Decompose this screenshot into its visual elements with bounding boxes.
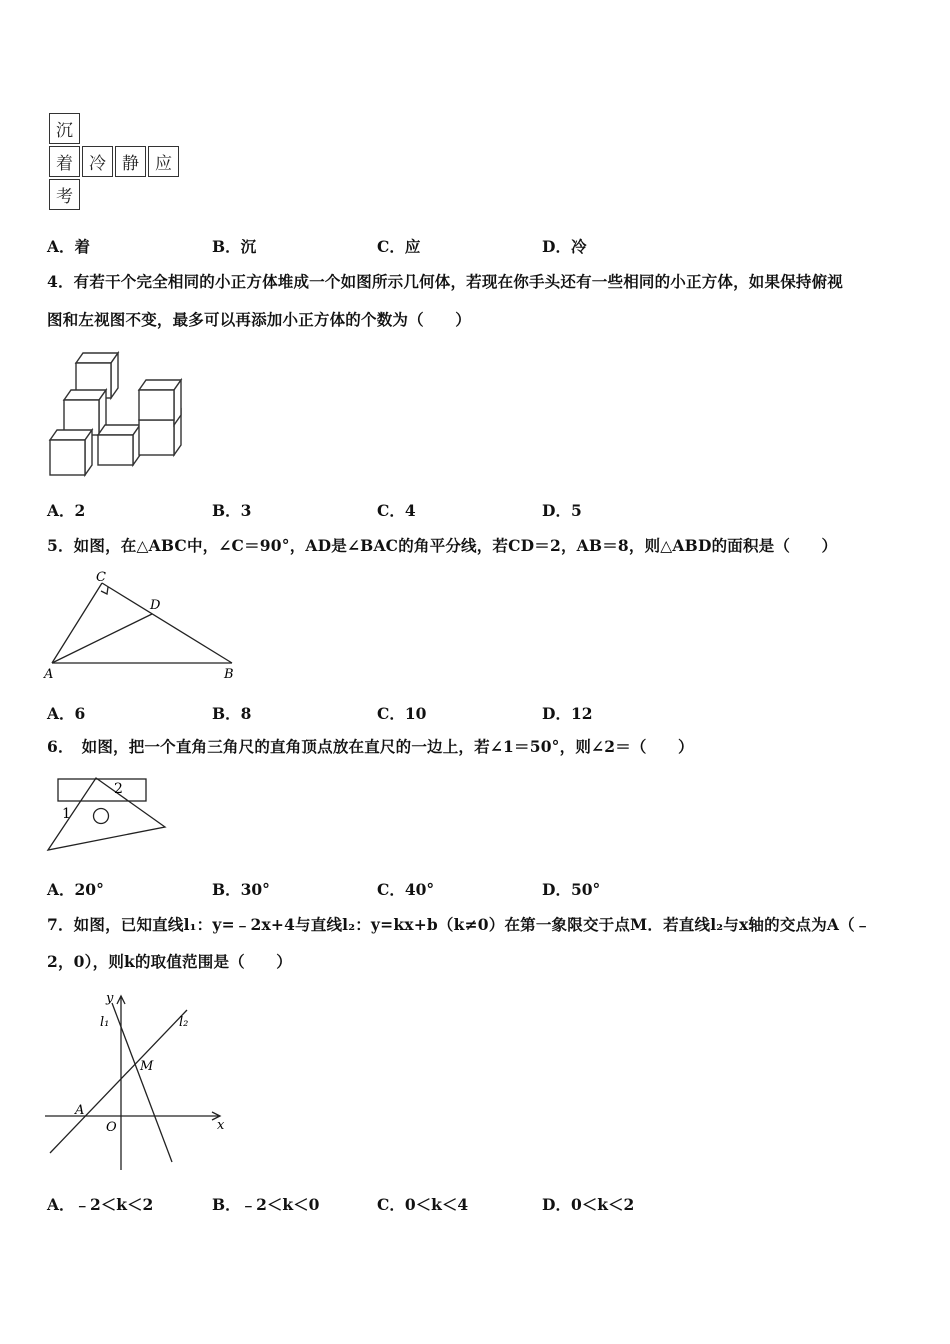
net-cell-4: 静 <box>115 146 146 177</box>
q4-option-c: C．4 <box>377 501 416 520</box>
q7-label-a: A <box>75 1103 85 1118</box>
q7-stem-line2: 2，0），则k的取值范围是（ ） <box>47 952 292 971</box>
q3-option-b: B．沉 <box>212 237 257 256</box>
q7-option-b: B．﹣2＜k＜0 <box>212 1195 320 1214</box>
q5-label-c: C <box>96 570 106 585</box>
q7-label-l1: l₁ <box>100 1015 110 1030</box>
q5-label-b: B <box>224 667 234 682</box>
q6-option-b: B．30° <box>212 880 270 899</box>
net-cell-2: 着 <box>49 146 80 177</box>
q7-coordinate-figure <box>42 988 242 1173</box>
q6-option-c: C．40° <box>377 880 435 899</box>
q6-option-d: D．50° <box>542 880 601 899</box>
q5-label-d: D <box>150 598 161 613</box>
q5-option-c: C．10 <box>377 704 427 723</box>
q6-option-a: A．20° <box>47 880 104 899</box>
q3-option-c: C．应 <box>377 237 421 256</box>
q3-option-a: A．着 <box>47 237 91 256</box>
net-cell-6: 考 <box>49 179 80 210</box>
q4-option-d: D．5 <box>542 501 582 520</box>
net-cell-3: 冷 <box>82 146 113 177</box>
q6-label-angle2: 2 <box>114 781 123 797</box>
q6-ruler-triangle-figure <box>44 774 174 854</box>
q5-stem: 5．如图，在△ABC中，∠C＝90°，AD是∠BAC的角平分线，若CD＝2，AB＝8，则△ABD的面积是（ ） <box>47 536 838 555</box>
q7-option-c: C．0＜k＜4 <box>377 1195 469 1214</box>
q5-option-d: D．12 <box>542 704 593 723</box>
q5-label-a: A <box>44 667 54 682</box>
q5-option-a: A．6 <box>47 704 86 723</box>
q6-label-angle1: 1 <box>62 806 71 822</box>
net-cell-1: 沉 <box>49 113 80 144</box>
q7-label-x: x <box>217 1118 225 1133</box>
q7-option-d: D．0＜k＜2 <box>542 1195 635 1214</box>
q4-option-a: A．2 <box>47 501 86 520</box>
q7-label-l2: l₂ <box>179 1015 189 1030</box>
q7-stem-line1: 7．如图，已知直线l₁：y=﹣2x+4与直线l₂：y=kx+b（k≠0）在第一象限交于点M．若直线l₂与x轴的交点为A（﹣ <box>47 915 871 934</box>
q7-label-m: M <box>140 1059 154 1074</box>
q3-net-figure <box>47 110 183 216</box>
q7-option-a: A．﹣2＜k＜2 <box>47 1195 154 1214</box>
q4-stem-line2: 图和左视图不变，最多可以再添加小正方体的个数为（ ） <box>47 310 471 329</box>
q3-option-d: D．冷 <box>542 237 587 256</box>
q5-option-b: B．8 <box>212 704 252 723</box>
q4-cubes-figure <box>46 345 186 480</box>
q7-label-y: y <box>106 991 114 1006</box>
q5-triangle-figure <box>42 568 242 683</box>
q4-option-b: B．3 <box>212 501 252 520</box>
q6-stem: 6． 如图，把一个直角三角尺的直角顶点放在直尺的一边上，若∠1＝50°，则∠2＝（ ） <box>47 737 694 756</box>
q4-stem-line1: 4．有若干个完全相同的小正方体堆成一个如图所示几何体，若现在你手头还有一些相同的小正方体，如果保持俯视 <box>47 272 843 291</box>
net-cell-5: 应 <box>148 146 179 177</box>
q7-label-origin: O <box>106 1120 117 1135</box>
